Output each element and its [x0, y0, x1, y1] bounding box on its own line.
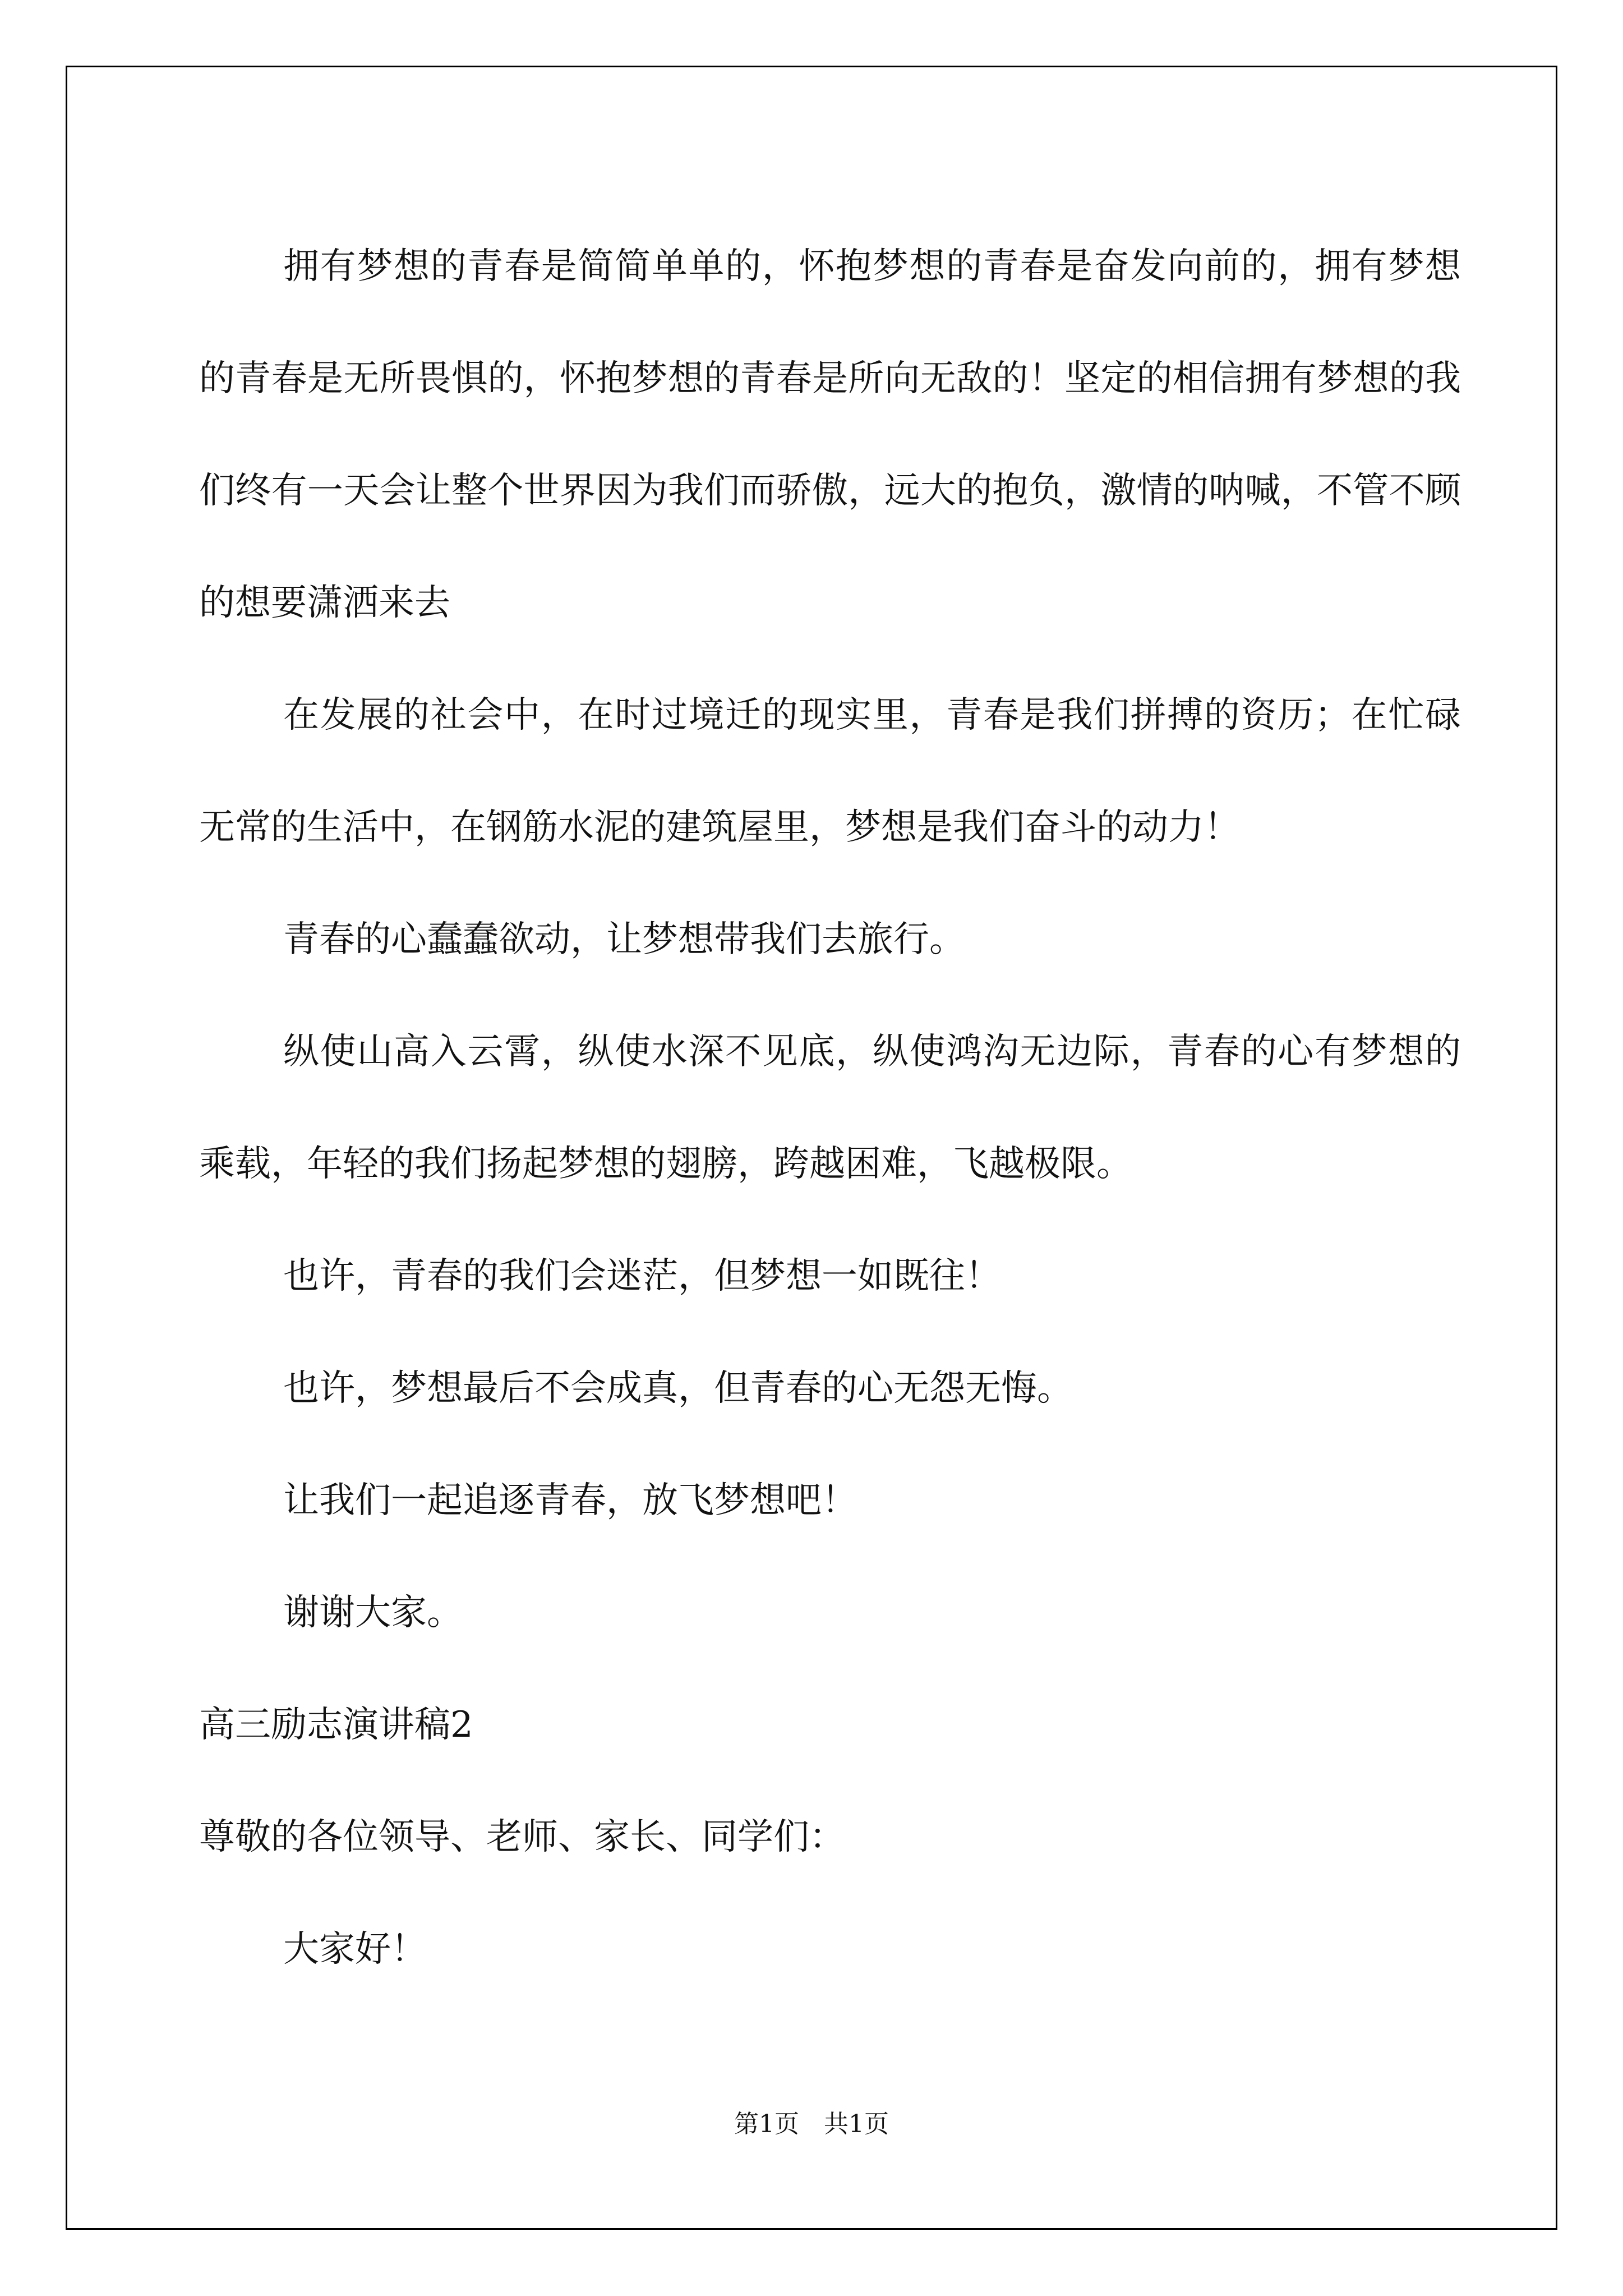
paragraph-4: 纵使山高入云霄，纵使水深不见底，纵使鸿沟无边际，青春的心有梦想的乘载，年轻的我们扬起梦想的翅膀，跨越困难，飞越极限。 — [199, 1031, 1461, 1185]
greeting: 大家好！ — [283, 1929, 427, 1970]
paragraph-1: 拥有梦想的青春是简简单单的，怀抱梦想的青春是奋发向前的，拥有梦想的青春是无所畏惧的，怀抱梦想的青春是所向无敌的！坚定的相信拥有梦想的我们终有一天会让整个世界因为我们而骄傲，远大的抱负，激情的呐喊，不管不顾的想要潇洒来去 — [199, 246, 1461, 624]
salutation: 尊敬的各位领导、老师、家长、同学们： — [199, 1816, 845, 1858]
page-footer: 第1页 共1页 — [734, 2110, 889, 2138]
paragraph-6: 也许，梦想最后不会成真，但青春的心无怨无悔。 — [283, 1368, 1073, 1409]
paragraph-8: 谢谢大家。 — [283, 1592, 463, 1634]
paragraph-2: 在发展的社会中，在时过境迁的现实里，青春是我们拼搏的资历；在忙碌无常的生活中，在钢筋水泥的建筑屋里，梦想是我们奋斗的动力！ — [199, 694, 1461, 848]
document-body — [199, 210, 1461, 2005]
paragraph-3: 青春的心蠢蠢欲动，让梦想带我们去旅行。 — [283, 919, 965, 960]
section-heading: 高三励志演讲稿2 — [199, 1704, 473, 1746]
paragraph-5: 也许，青春的我们会迷茫，但梦想一如既往！ — [283, 1255, 1001, 1297]
paragraph-7: 让我们一起追逐青春，放飞梦想吧！ — [283, 1480, 857, 1521]
